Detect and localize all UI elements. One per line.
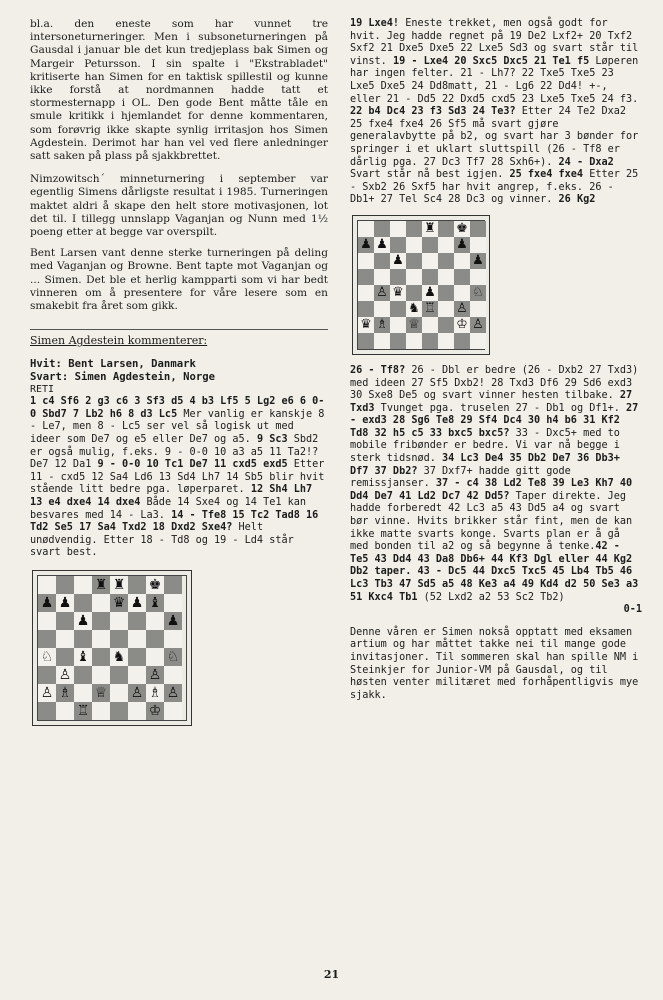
- chess-square: [406, 221, 422, 237]
- chess-square: [92, 630, 110, 648]
- move-segment: Etter 25 - Sxb2 26 Sxf5 har hvit angrep, f.eks. 26 - Db1+ 27 Tel Sc4 28 Dc3 og vinner.: [350, 169, 639, 206]
- chess-square: [422, 333, 438, 349]
- chess-square: [470, 333, 486, 349]
- chess-square: [358, 221, 374, 237]
- chess-piece-square: ♕: [92, 684, 110, 702]
- chess-square: [374, 221, 390, 237]
- chess-square: [110, 666, 128, 684]
- chess-square: [128, 576, 146, 594]
- chess-piece-square: ♟: [422, 285, 438, 301]
- chess-square: [454, 333, 470, 349]
- chess-square: [110, 612, 128, 630]
- intro-paragraph: bl.a. den eneste som har vunnet tre intersoneturneringer. Men i subsoneturneringen på Gausdal i januar ble det kun tredjeplass bak Simen og Margeir Petursson. I sin spalte i "Ekstrabladet" kritiserte han Simen for en taktisk spillestil og kunne ikke forstå at nordmannen hadde tatt et stormesternapp i OL. Den gode Bent måtte tåle en smule kritikk i hjemlandet for denne kommentaren, som forøvrig ikke skapte synlig irritasjon hos Simen Agdestein. Derimot har han vel ved flere anledninger satt saken på plass på sjakkbrettet.: [30, 18, 328, 163]
- chess-piece-square: ♟: [390, 253, 406, 269]
- move-segment: 37 - c4 38 Ld2 Te8 39 Le3 Kh7 40 Dd4 De7 41 Ld2 Dc7 42 Dd5?: [350, 478, 633, 502]
- chess-square: [358, 301, 374, 317]
- chess-square: [422, 237, 438, 253]
- page-number: 21: [323, 968, 340, 981]
- chess-square: [92, 702, 110, 720]
- game-moves-left: [30, 396, 328, 560]
- chess-square: [146, 630, 164, 648]
- move-segment: 27 Txd3: [350, 390, 633, 414]
- move-segment: Etter 24 Te2 Dxa2 25 fxe4 fxe4 26 Sf5 må svart gjøre generalavbytte på b2, og svart har 3 bønder for springer i et uklart sluttspill (26 - Tf8 er dårlig pga. 27 Dc3 Tf7 28 Sxh6+).: [350, 106, 639, 168]
- chess-piece-square: ♛: [390, 285, 406, 301]
- move-segment: 33 - Dxc5+ med to mobile fribønder er bedre. Vi var nå begge i sterk tidsnød.: [350, 427, 620, 465]
- nimzowitsch-paragraph: Nimzowitsch´ minneturnering i september var egentlig Simens dårligste resultat i 1985. Turneringen maktet aldri å skape den helt store motivasjonen, lot det til. I tillegg unnslapp Vaganjan og Nunn med 1½ poeng etter at begge var overspilt.: [30, 173, 328, 239]
- chess-piece-square: ♝: [146, 594, 164, 612]
- chess-piece-square: ♕: [406, 317, 422, 333]
- chess-square: [38, 612, 56, 630]
- chess-square: [56, 702, 74, 720]
- move-segment: Både 14 Sxe4 og 14 Te1 kan besvares med 14 - La3.: [30, 497, 307, 521]
- chess-piece-square: ♟: [56, 594, 74, 612]
- chess-square: [406, 285, 422, 301]
- chess-piece-square: ♙: [128, 684, 146, 702]
- chess-square: [92, 594, 110, 612]
- chess-square: [374, 253, 390, 269]
- chess-square: [38, 666, 56, 684]
- chess-square: [56, 648, 74, 666]
- move-segment: 12 Sh4 Lh7 13 e4 dxe4 14 dxe4: [30, 484, 313, 509]
- chess-piece-square: ♟: [128, 594, 146, 612]
- move-segment: Taper direkte. Jeg hadde forberedt 42 Lc3 a5 43 Dd5 a4 og svart bør vinne. Hvits brikker står fint, men de kan ikke matte svarts konge. Svarts plan er å gå med bonden til a2 og så begynne å tenke.: [350, 490, 633, 553]
- chess-piece-square: ♗: [146, 684, 164, 702]
- chess-piece-square: ♙: [56, 666, 74, 684]
- chess-square: [56, 576, 74, 594]
- chess-square: [92, 612, 110, 630]
- chess-square: [92, 666, 110, 684]
- chess-piece-square: ♞: [406, 301, 422, 317]
- chess-square: [358, 333, 374, 349]
- chess-square: [358, 253, 374, 269]
- chess-diagram-move-18: [32, 570, 192, 726]
- chess-square: [454, 269, 470, 285]
- left-column: [30, 18, 328, 726]
- chess-square: [164, 594, 182, 612]
- chess-square: [74, 666, 92, 684]
- chess-square: [164, 576, 182, 594]
- chess-piece-square: ♙: [470, 317, 486, 333]
- chess-piece-square: ♚: [454, 221, 470, 237]
- chess-square: [438, 237, 454, 253]
- chess-square: [438, 285, 454, 301]
- chess-piece-square: ♛: [358, 317, 374, 333]
- chess-square: [128, 666, 146, 684]
- move-segment: 26 - Dbl er bedre (26 - Dxb2 27 Txd3) med ideen 27 Sf5 Dxb2! 28 Txd3 Df6 29 Sd6 exd3 30 Sxe8 De5 og svart vinner hesten tilbake.: [350, 364, 639, 402]
- chess-square: [358, 285, 374, 301]
- chess-piece-square: ♜: [92, 576, 110, 594]
- opening-name: RETI: [30, 384, 55, 396]
- chess-piece-square: ♗: [374, 317, 390, 333]
- chess-piece-square: ♙: [146, 666, 164, 684]
- move-segment: 19 Lxe4!: [350, 18, 400, 29]
- chess-square: [164, 666, 182, 684]
- chess-square: [128, 630, 146, 648]
- chess-square: [74, 684, 92, 702]
- section-heading: Simen Agdestein kommenterer:: [30, 329, 328, 348]
- chess-piece-square: ♟: [38, 594, 56, 612]
- move-segment: 14 - Tfe8 15 Tc2 Tad8 16 Td2 Se5 17 Sa4 Txd2 18 Dxd2 Sxe4?: [30, 509, 319, 534]
- chess-square: [146, 612, 164, 630]
- chess-piece-square: ♟: [470, 253, 486, 269]
- move-segment: 37 Dxf7+ hadde gitt gode remissjanser.: [350, 465, 571, 490]
- chess-square: [74, 630, 92, 648]
- move-segment: 1 c4 Sf6 2 g3 c6 3 Sf3 d5 4 b3 Lf5 5 Lg2 e6 6 0-0 Sbd7 7 Lb2 h6 8 d3 Lc5: [30, 396, 325, 420]
- chess-piece-square: ♞: [110, 648, 128, 666]
- chess-square: [358, 269, 374, 285]
- chess-square: [390, 317, 406, 333]
- move-segment: 24 - Dxa2: [558, 156, 614, 168]
- chess-square: [422, 253, 438, 269]
- chess-square: [438, 221, 454, 237]
- chess-piece-square: ♙: [454, 301, 470, 317]
- chess-square: [422, 269, 438, 285]
- chess-square: [374, 333, 390, 349]
- move-segment: 34 Lc3 De4 35 Db2 De7 36 Db3+ Df7 37 Db2?: [350, 453, 620, 477]
- chess-square: [164, 630, 182, 648]
- chess-square: [438, 333, 454, 349]
- chess-square: [146, 648, 164, 666]
- chess-square: [164, 702, 182, 720]
- chess-square: [470, 221, 486, 237]
- chess-square: [454, 253, 470, 269]
- game-moves-right: [350, 18, 642, 207]
- chess-piece-square: ♙: [164, 684, 182, 702]
- larsen-paragraph: Bent Larsen vant denne sterke turneringen på deling med Vaganjan og Browne. Bent tapte mot Vaganjan og ... Simen. Det ble et herlig kampparti som vi har bedt vinneren om å presentere for våre lesere som en smakebit fra året som gikk.: [30, 247, 328, 313]
- right-column: [350, 18, 642, 702]
- chess-piece-square: ♛: [110, 594, 128, 612]
- chess-piece-square: ♖: [74, 702, 92, 720]
- chess-square: [128, 612, 146, 630]
- chess-square: [56, 630, 74, 648]
- move-segment: 42 - Te5 43 Dd4 43 Da8 Db6+ 44 Kf3 Dgl eller 44 Kg2 Db2 taper. 43 - Dc5 44 Dxc5 Txc5 45 Lb4 Tb5 46 Lc3 Tb3 47 Sd5 a5 48 Ke3 a4 49 Kd4 d2 50 Se3 a3 51 Kxc4 Tb1: [350, 541, 639, 603]
- move-segment: 9 Sc3: [256, 434, 288, 446]
- move-segment: 19 - Lxe4 20 Sxc5 Dxc5 21 Te1 f5: [392, 55, 590, 67]
- chess-square: [390, 221, 406, 237]
- chess-square: [422, 317, 438, 333]
- chess-square: [38, 576, 56, 594]
- chess-square: [56, 612, 74, 630]
- chess-square: [74, 594, 92, 612]
- chess-square: [110, 630, 128, 648]
- chess-piece-square: ♔: [454, 317, 470, 333]
- chess-piece-square: ♜: [110, 576, 128, 594]
- chess-piece-square: ♘: [38, 648, 56, 666]
- move-segment: 27 - exd3 28 Sg6 Te8 29 Sf4 Dc4 30 h4 b6 31 Kf2 Td8 32 h5 c5 33 bxc5 bxc5?: [350, 402, 639, 439]
- game-comments: [350, 365, 642, 604]
- chess-piece-square: ♟: [374, 237, 390, 253]
- move-segment: Sbd2 er også mulig, f.eks. 9 - 0-0 10 a3 a5 11 Ta2!? De7 12 Da1: [30, 434, 319, 471]
- chess-piece-square: ♙: [38, 684, 56, 702]
- chess-square: [438, 269, 454, 285]
- chess-piece-square: ♝: [74, 648, 92, 666]
- chess-square: [454, 285, 470, 301]
- chess-piece-square: ♔: [146, 702, 164, 720]
- chess-square: [74, 576, 92, 594]
- chess-board: [37, 575, 187, 721]
- chess-square: [110, 684, 128, 702]
- move-segment: (52 Lxd2 a2 53 Sc2 Tb2): [417, 591, 565, 603]
- chess-piece-square: ♟: [74, 612, 92, 630]
- chess-square: [128, 648, 146, 666]
- chess-square: [406, 269, 422, 285]
- chess-piece-square: ♟: [358, 237, 374, 253]
- chess-piece-square: ♖: [422, 301, 438, 317]
- white-player: Hvit: Bent Larsen, Danmark: [30, 358, 196, 371]
- chess-square: [128, 702, 146, 720]
- chess-square: [38, 702, 56, 720]
- move-segment: Helt unødvendig. Etter 18 - Td8 og 19 - Ld4 står svart best.: [30, 522, 294, 559]
- game-result-row: [350, 604, 642, 617]
- chess-piece-square: ♟: [164, 612, 182, 630]
- chess-square: [390, 237, 406, 253]
- move-segment: Tvunget pga. truselen 27 - Db1 og Df1+.: [374, 402, 627, 414]
- chess-square: [374, 269, 390, 285]
- chess-square: [470, 237, 486, 253]
- chess-square: [390, 301, 406, 317]
- chess-square: [406, 253, 422, 269]
- chess-square: [92, 648, 110, 666]
- chess-piece-square: ♜: [422, 221, 438, 237]
- chess-square: [374, 301, 390, 317]
- move-segment: 25 fxe4 fxe4: [509, 169, 584, 181]
- move-segment: Mer vanlig er kanskje 8 - Le7, men 8 - Lc5 ser vel så logisk ut med ideer som De7 og e5 eller De7 og a5.: [30, 408, 325, 446]
- chess-piece-square: ♘: [470, 285, 486, 301]
- chess-square: [470, 301, 486, 317]
- move-segment: Eneste trekket, men også godt for hvit. Jeg hadde regnet på 19 De2 Lxf2+ 20 Txf2 Sxf2 21 Dxe5 Dxe5 22 Lxe5 Sd3 og svart står til vinst.: [350, 18, 639, 67]
- chess-piece-square: ♘: [164, 648, 182, 666]
- chess-piece-square: ♟: [454, 237, 470, 253]
- move-segment: 26 Kg2: [558, 194, 596, 206]
- chess-square: [390, 269, 406, 285]
- chess-piece-square: ♗: [56, 684, 74, 702]
- move-segment: 26 - Tf8?: [350, 364, 406, 376]
- chess-square: [438, 253, 454, 269]
- chess-board: [357, 220, 485, 350]
- move-segment: 22 b4 Dc4 23 f3 Sd3 24 Te3?: [350, 106, 516, 118]
- move-segment: Etter 11 - cxd5 12 Sa4 Ld6 13 Sd4 Lh7 14 Sb5 blir hvit stående litt bedre pga. løperparet.: [30, 459, 325, 496]
- closing-paragraph: Denne våren er Simen nokså opptatt med eksamen artium og har måttet takke nei til mange gode invitasjoner. Til sommeren skal han spille NM i Steinkjer for Junior-VM på Gausdal, og til høsten venter militæret med forhåpentligvis mye sjakk.: [350, 626, 639, 701]
- chess-square: [406, 333, 422, 349]
- move-segment: Løperen har ingen felter. 21 - Lh7? 22 Txe5 Txe5 23 Lxe5 Dxe5 24 Dd8matt, 21 - Lg6 22 Dd4! +-, eller 21 - Dd5 22 Dxd5 cxd5 23 Lxe5 Txe5 24 f3.: [350, 55, 639, 105]
- chess-square: [438, 301, 454, 317]
- chess-square: [406, 237, 422, 253]
- chess-piece-square: ♙: [374, 285, 390, 301]
- chess-square: [438, 317, 454, 333]
- black-player: Svart: Simen Agdestein, Norge: [30, 371, 215, 384]
- chess-square: [38, 630, 56, 648]
- chess-piece-square: ♚: [146, 576, 164, 594]
- chess-diagram-move-26: [352, 215, 490, 355]
- chess-square: [390, 333, 406, 349]
- chess-square: [470, 269, 486, 285]
- game-result: 0-1: [623, 604, 642, 616]
- chess-square: [110, 702, 128, 720]
- move-segment: Svart står nå best igjen.: [350, 169, 510, 181]
- move-segment: 9 - 0-0 10 Tc1 De7 11 cxd5 exd5: [97, 459, 288, 471]
